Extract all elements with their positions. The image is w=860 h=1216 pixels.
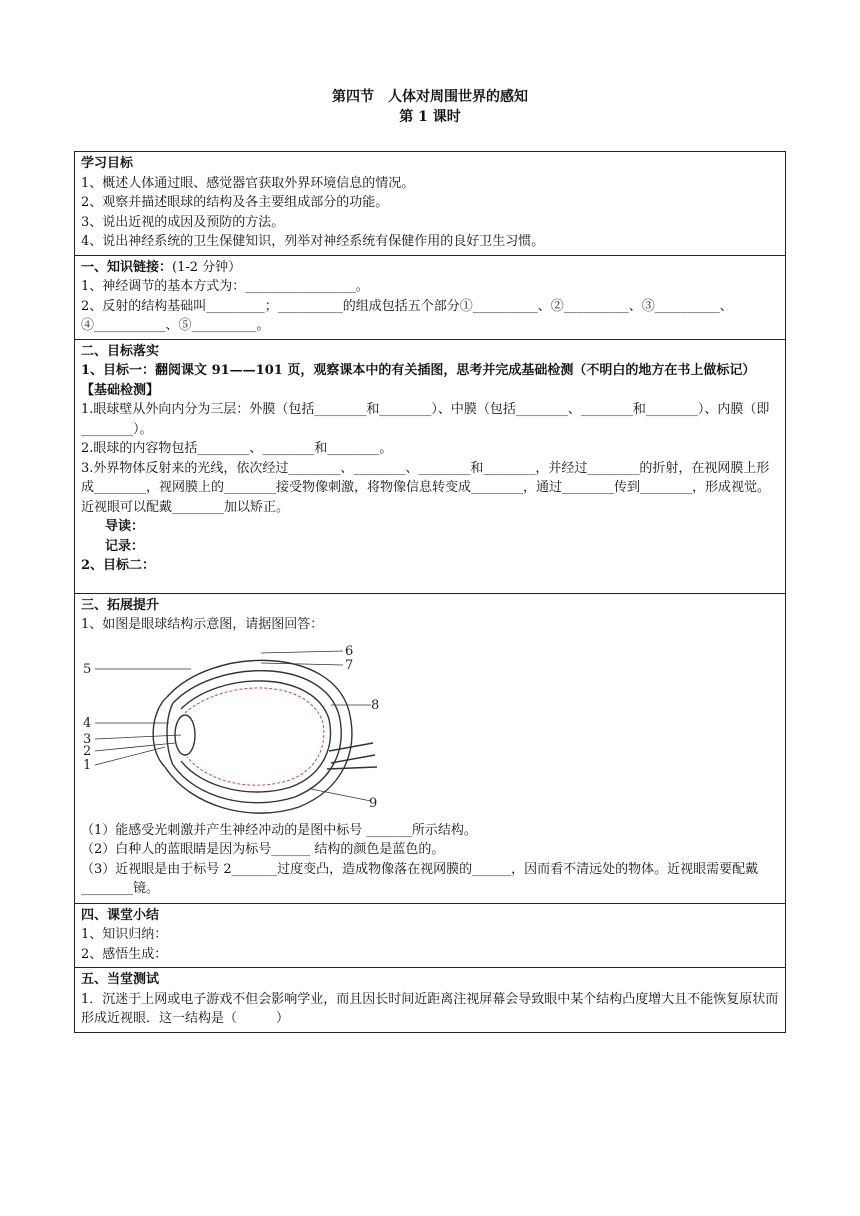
time-note: (1-2 分钟） xyxy=(172,259,242,275)
section-link xyxy=(75,255,786,339)
figure-question: （1）能感受光刺激并产生神经冲动的是图中标号 _______所示结构。 xyxy=(81,822,477,838)
label-5: 5 xyxy=(83,661,92,677)
goal-one-text: 1、目标一：翻阅课文 91——101 页，观察课本中的有关插图，思考并完成基础检测（不明白的地方在书上做标记） xyxy=(81,363,756,378)
figure-question: （2）白种人的蓝眼睛是因为标号______ 结构的颜色是蓝色的。 xyxy=(81,842,445,857)
check-question: 3.外界物体反射来的光线，依次经过________、________、________和________，并经过________的折射，在视网膜上形成________，视网膜上的________接受物像刺激，将物像信息转变成________，通过________传到________，形成视觉。近视眼可以配戴________加以矫正。 xyxy=(81,460,771,515)
section-summary xyxy=(75,903,786,968)
check-heading: 【基础检测】 xyxy=(81,382,160,398)
label-6: 6 xyxy=(345,643,354,659)
record-label: 记录： xyxy=(105,538,145,554)
label-3: 3 xyxy=(83,731,92,747)
section-extend xyxy=(75,593,786,903)
test-question: 1．沉迷于上网或电子游戏不但会影响学业，而且因长时间近距离注视屏幕会导致眼中某个结构凸度增大且不能恢复原状而形成近视眼．这一结构是（ ） xyxy=(81,991,779,1026)
goal-item: 3、说出近视的成因及预防的方法。 xyxy=(81,214,285,230)
label-9: 9 xyxy=(369,795,378,811)
section-heading: 五、当堂测试 xyxy=(81,972,160,987)
label-1: 1 xyxy=(83,757,92,773)
fill-in-item: 2、反射的结构基础叫_________；__________的组成包括五个部分①__________、②__________、③__________、④___________、⑤__________。 xyxy=(81,298,733,333)
page-title: 第四节 人体对周围世界的感知 xyxy=(332,89,528,105)
label-2: 2 xyxy=(83,743,92,759)
page-subtitle: 第 1 课时 xyxy=(399,109,461,125)
goal-item: 1、概述人体通过眼、感觉器官获取外界环境信息的情况。 xyxy=(81,175,415,191)
guide-label: 导读： xyxy=(105,519,145,534)
section-test xyxy=(75,968,786,1033)
goal-two-text: 2、目标二： xyxy=(81,558,156,573)
section-goals xyxy=(75,152,786,256)
section-heading: 四、课堂小结 xyxy=(81,907,160,923)
section-goals-practice xyxy=(75,339,786,593)
section-heading: 二、目标落实 xyxy=(81,343,160,359)
label-8: 8 xyxy=(371,697,380,713)
goal-item: 4、说出神经系统的卫生保健知识，列举对神经系统有保健作用的良好卫生习惯。 xyxy=(81,234,545,249)
summary-item: 2、感悟生成： xyxy=(81,946,168,962)
fill-in-item: 1、神经调节的基本方式为：_________________。 xyxy=(81,279,369,294)
figure-question: （3）近视眼是由于标号 2_______过度变凸，造成物像落在视网膜的______，因而看不清远处的物体。近视眼需要配戴 ________镜。 xyxy=(81,861,759,896)
section-heading: 一、知识链接： xyxy=(81,259,173,275)
question-intro: 1、如图是眼球结构示意图，请据图回答： xyxy=(81,617,324,632)
check-question: 2.眼球的内容物包括________、________和________。 xyxy=(81,441,393,456)
summary-item: 1、知识归纳： xyxy=(81,927,168,942)
section-heading: 学习目标 xyxy=(81,156,134,171)
worksheet-table xyxy=(74,151,786,1033)
label-4: 4 xyxy=(83,715,92,731)
goal-item: 2、观察并描述眼球的结构及各主要组成部分的功能。 xyxy=(81,195,389,210)
check-question: 1.眼球壁从外向内分为三层：外膜（包括________和________）、中膜（包括________、________和________）、内膜（即________）。 xyxy=(81,402,770,437)
section-heading: 三、拓展提升 xyxy=(81,597,160,613)
label-7: 7 xyxy=(345,657,354,673)
eyeball-structure-diagram xyxy=(81,639,381,819)
